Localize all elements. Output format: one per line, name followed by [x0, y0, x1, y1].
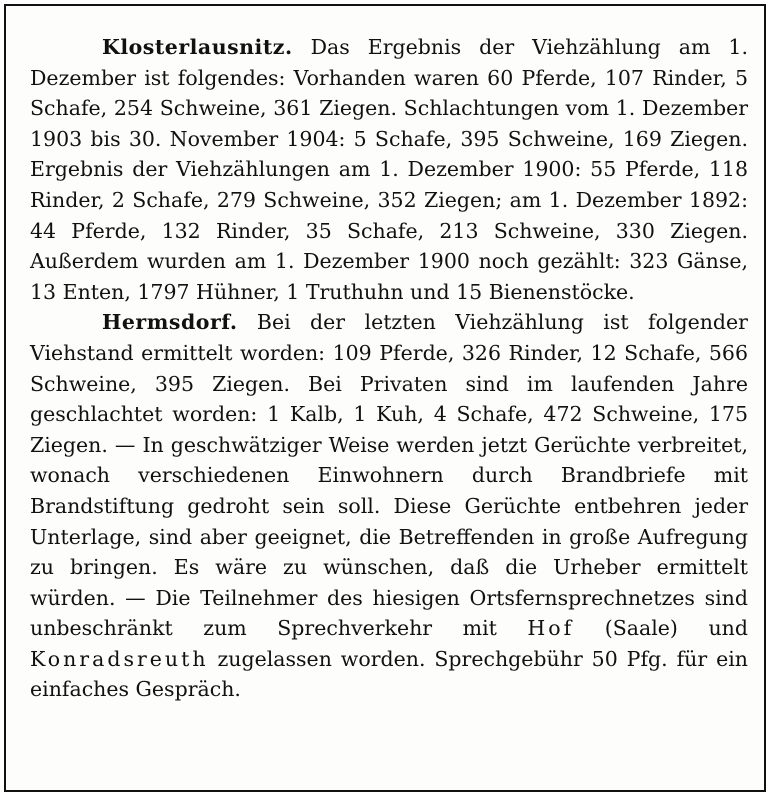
place-heading-klosterlausnitz: Klosterlausnitz. — [102, 35, 293, 59]
paragraph-klosterlausnitz — [30, 32, 748, 307]
paragraph-text: Das Ergebnis der Viehzählung am 1. Dezember ist folgendes: Vorhanden waren 60 Pferde, 107 Rinder, 5 Schafe, 254 Schweine, 361 Ziegen. Schlachtungen vom 1. Dezember 1903 bis 30. November 1904: 5 Schafe, 395 Schweine, 169 Ziegen. Ergebnis der Viehzählungen am 1. Dezember 1900: 55 Pferde, 118 Rinder, 2 Schafe, 279 Schweine, 352 Ziegen; am 1. Dezember 1892: 44 Pferde, 132 Rinder, 35 Schafe, 213 Schweine, 330 Ziegen. Außerdem wurden am 1. Dezember 1900 noch gezählt: 323 Gänse, 13 Enten, 1797 Hühner, 1 Truthuhn und 15 Bienenstöcke. — [30, 35, 748, 304]
paragraph-text: zugelassen worden. Sprechgebühr 50 Pfg. für ein einfaches Gespräch. — [30, 646, 748, 702]
newspaper-article — [30, 32, 748, 705]
place-name-konradsreuth: Konradsreuth — [30, 646, 209, 671]
paragraph-text: Bei der letzten Viehzählung ist folgender Viehstand ermittelt worden: 109 Pferde, 326 Rinder, 12 Schafe, 566 Schweine, 395 Ziegen. Bei Privaten sind im laufenden Jahre geschlachtet worden: 1 Kalb, 1 Kuh, 4 Schafe, 472 Schweine, 175 Ziegen. — In geschwätziger Weise werden jetzt Gerüchte verbreitet, wonach verschiedenen Einwohnern durch Brandbriefe mit Brandstiftung gedroht sein soll. Diese Gerüchte entbehren jeder Unterlage, sind aber geeignet, die Betreffenden in große Aufregung zu bringen. Es wäre zu wünschen, daß die Urheber ermittelt würden. — Die Teilnehmer des hiesigen Ortsfernsprechnetzes sind unbeschränkt zum Sprechverkehr mit — [30, 310, 748, 641]
paragraph-text: (Saale) und — [604, 616, 748, 641]
place-heading-hermsdorf: Hermsdorf. — [102, 310, 238, 335]
paragraph-hermsdorf — [30, 307, 748, 705]
place-name-hof: Hof — [527, 616, 575, 641]
